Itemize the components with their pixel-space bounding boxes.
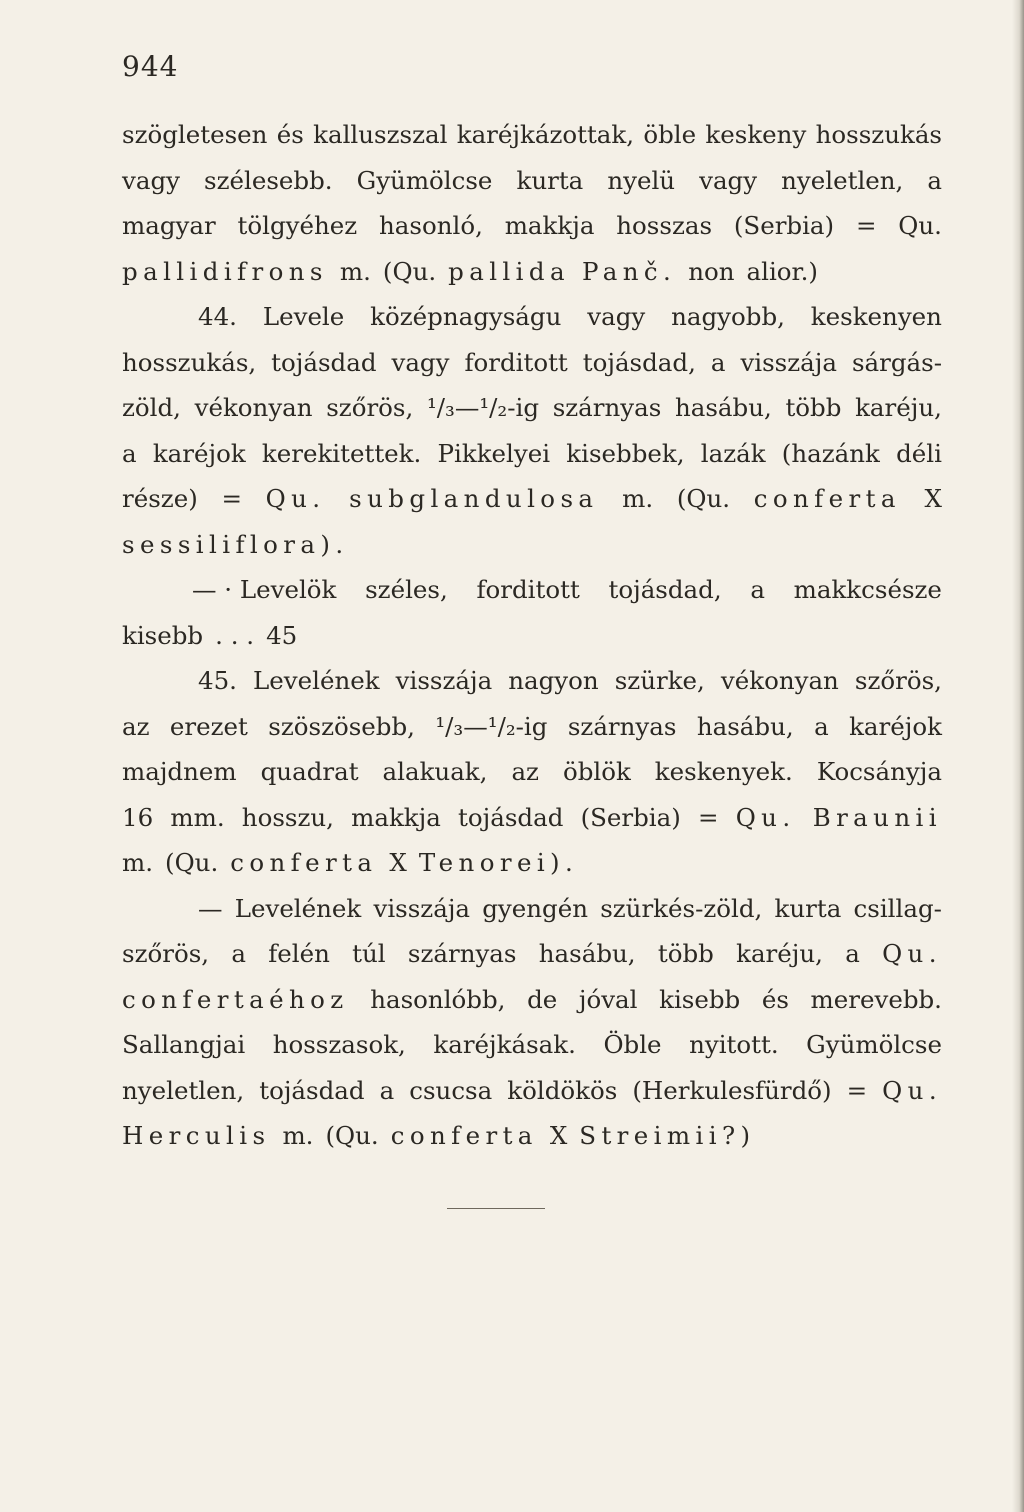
word: Pikkelyei — [437, 438, 551, 468]
word: keskenyen — [810, 302, 942, 331]
word: — · Levelök — [192, 575, 337, 604]
word: 45. — [198, 666, 237, 695]
word: Herculis — [122, 1121, 271, 1150]
word: hasábu, — [674, 393, 772, 422]
word: karéjkásak. — [433, 1030, 576, 1059]
word: X — [389, 848, 407, 877]
word: hasábu, — [696, 711, 794, 741]
page-number: 944 — [122, 50, 179, 83]
word: forditott — [476, 575, 580, 604]
footer-rule — [447, 1208, 545, 1209]
word: Braunii — [812, 802, 942, 832]
word: kisebb — [122, 620, 204, 650]
word: a — [710, 347, 726, 377]
word: tojásdad — [259, 1075, 365, 1105]
word: subglandulosa — [349, 484, 599, 513]
text-line — [122, 1113, 942, 1159]
word: alakuak, — [382, 757, 488, 786]
word: tojásdad, — [582, 347, 696, 377]
word: vagy — [122, 165, 180, 195]
word: nyeletlen, — [781, 165, 904, 195]
word: quadrat — [260, 757, 359, 786]
word: keskeny — [705, 120, 807, 149]
word: köldökös — [507, 1075, 618, 1105]
word: — — [198, 893, 223, 923]
word: X — [924, 484, 942, 513]
word: kurta — [774, 893, 842, 923]
word: öble — [643, 120, 697, 149]
word: Qu. — [265, 484, 326, 513]
text-line — [122, 522, 942, 568]
word: vékonyan — [720, 666, 839, 695]
text-line — [122, 749, 942, 795]
word: tojásdad, — [608, 575, 722, 604]
word: de — [527, 984, 558, 1014]
word: öblök — [562, 757, 631, 786]
word: szürke, — [614, 666, 705, 695]
word: szőrös, — [122, 939, 210, 968]
word: visszája — [395, 666, 493, 695]
word: (Herkulesfürdő) — [632, 1075, 832, 1105]
text-line — [122, 1022, 942, 1068]
word: hosszukás, — [122, 347, 257, 377]
word: Gyümölcse — [356, 165, 493, 195]
word: sessiliflora). — [122, 529, 349, 559]
word: (Qu. — [676, 484, 731, 513]
text-line — [122, 931, 942, 977]
word: Levelének — [253, 666, 380, 695]
word: vékonyan — [194, 393, 313, 422]
word: tojásdad — [458, 802, 564, 832]
word: szárnyas — [567, 711, 677, 741]
word: karéjok — [152, 438, 246, 468]
word: Panč. — [581, 256, 677, 286]
word: visszája — [740, 347, 837, 377]
word: hasábu, — [538, 939, 636, 968]
word: erezet — [169, 711, 248, 741]
word: a — [379, 1075, 395, 1105]
word: a — [750, 575, 765, 604]
word: m. — [622, 484, 654, 513]
text-line — [122, 112, 942, 158]
word: a — [231, 939, 246, 968]
word: a — [122, 438, 137, 468]
word: keskenyek. — [654, 757, 793, 786]
word: vagy — [699, 165, 758, 195]
word: hasonlóbb, — [370, 984, 506, 1014]
word: Qu. — [898, 211, 942, 240]
word: (Qu. — [325, 1121, 379, 1150]
word: pallidifrons — [122, 256, 328, 286]
word: szárnyas — [407, 939, 517, 968]
word: gyengén — [482, 893, 588, 923]
word: hosszu, — [241, 802, 334, 832]
word: hosszas — [616, 211, 713, 240]
word: 16 — [122, 802, 154, 832]
word: zöld, — [122, 393, 181, 422]
word: túl — [352, 939, 386, 968]
word: lazák — [700, 438, 766, 468]
word: sárgás- — [851, 347, 942, 377]
word: majdnem — [122, 757, 237, 786]
word: tölgyéhez — [237, 211, 358, 240]
text-line — [122, 567, 942, 613]
word: a — [845, 939, 860, 968]
text-line — [122, 840, 942, 886]
word: nagyobb, — [671, 302, 785, 331]
word: középnagyságu — [370, 302, 562, 331]
text-line — [122, 795, 942, 841]
body-text — [122, 112, 942, 1159]
text-line — [122, 431, 942, 477]
word: szürkés-zöld, — [600, 893, 763, 923]
word: szőrös, — [854, 666, 942, 695]
word: több — [657, 939, 714, 968]
word: Levele — [262, 302, 345, 331]
word: Qu. — [882, 1075, 942, 1105]
word: conferta — [390, 1121, 538, 1150]
word: több — [785, 393, 842, 422]
text-line — [122, 203, 942, 249]
word: . . . — [215, 620, 255, 650]
word: m. — [122, 848, 154, 877]
word: vagy — [391, 347, 450, 377]
word: része) — [122, 484, 198, 513]
word: hasonló, — [379, 211, 483, 240]
word: alior.) — [746, 256, 818, 286]
word: a — [927, 165, 942, 195]
word: tojásdad — [271, 347, 377, 377]
word: csillag- — [853, 893, 942, 923]
word: szélesebb. — [204, 165, 333, 195]
word: (hazánk — [781, 438, 880, 468]
word: hosszasok, — [272, 1030, 406, 1059]
word: Levelének — [234, 893, 362, 923]
text-line — [122, 340, 942, 386]
text-line — [122, 476, 942, 522]
word: és — [761, 984, 789, 1014]
text-line — [122, 385, 942, 431]
word: pallida — [448, 256, 570, 286]
word: karéjok — [849, 711, 942, 741]
word: conferta — [753, 484, 901, 513]
word: X — [549, 1121, 568, 1150]
word: kerekitettek. — [261, 438, 422, 468]
word: déli — [896, 438, 942, 468]
word: Gyümölcse — [806, 1030, 942, 1059]
word: = — [697, 802, 719, 832]
word: nyitott. — [689, 1030, 779, 1059]
word: Qu. — [735, 802, 796, 832]
text-line — [122, 977, 942, 1023]
word: Sallangjai — [122, 1030, 246, 1059]
word: mm. — [170, 802, 225, 832]
word: vagy — [587, 302, 646, 331]
word: csucsa — [409, 1075, 493, 1105]
text-line — [122, 658, 942, 704]
word: széles, — [365, 575, 448, 604]
word: szöszösebb, — [268, 711, 415, 741]
word: magyar — [122, 211, 216, 240]
word: conferta — [230, 848, 378, 877]
word: karéju, — [736, 939, 823, 968]
word: = — [221, 484, 242, 513]
word: az — [511, 757, 539, 786]
word: szőrös, — [326, 393, 414, 422]
word: forditott — [464, 347, 568, 377]
word: visszája — [373, 893, 471, 923]
word: m. — [282, 1121, 314, 1150]
word: ¹/₃—¹/₂-ig — [435, 711, 548, 741]
word: Kocsányja — [816, 757, 942, 786]
text-line — [122, 158, 942, 204]
word: confertaéhoz — [122, 984, 349, 1014]
text-line — [122, 249, 942, 295]
word: Öble — [603, 1030, 662, 1059]
word: (Qu. — [382, 256, 437, 286]
text-line — [122, 1068, 942, 1114]
word: a — [814, 711, 829, 741]
word: = — [855, 211, 877, 240]
word: Tenorei). — [418, 848, 579, 877]
word: és — [276, 120, 304, 149]
word: nyeletlen, — [122, 1075, 245, 1105]
word: (Serbia) — [580, 802, 681, 832]
word: non — [688, 256, 735, 286]
word: makkja — [504, 211, 595, 240]
word: kurta — [516, 165, 584, 195]
word: felén — [268, 939, 330, 968]
word: kalluszszal — [313, 120, 448, 149]
word: kisebbek, — [566, 438, 685, 468]
text-line — [122, 704, 942, 750]
word: nyelü — [607, 165, 676, 195]
word: 44. — [198, 302, 237, 331]
word: szögletesen — [122, 120, 268, 149]
word: merevebb. — [810, 984, 942, 1014]
word: (Qu. — [165, 848, 219, 877]
word: makkcsésze — [793, 575, 942, 604]
word: az — [122, 711, 150, 741]
word: jóval — [578, 984, 638, 1014]
word: (Serbia) — [733, 211, 835, 240]
word: karéju, — [855, 393, 942, 422]
page-edge-shadow — [1012, 0, 1024, 1512]
text-line — [122, 613, 942, 659]
text-line — [122, 886, 942, 932]
word: kisebb — [659, 984, 741, 1014]
word: m. — [339, 256, 371, 286]
word: szárnyas — [552, 393, 662, 422]
word: Streimii?) — [579, 1121, 756, 1150]
text-line — [122, 294, 942, 340]
word: nagyon — [508, 666, 599, 695]
word: = — [846, 1075, 868, 1105]
word: Qu. — [882, 939, 942, 968]
word: 45 — [266, 620, 298, 650]
word: karéjkázottak, — [456, 120, 635, 149]
word: hosszukás — [815, 120, 942, 149]
word: ¹/₃—¹/₂-ig — [426, 393, 540, 422]
word: makkja — [351, 802, 441, 832]
